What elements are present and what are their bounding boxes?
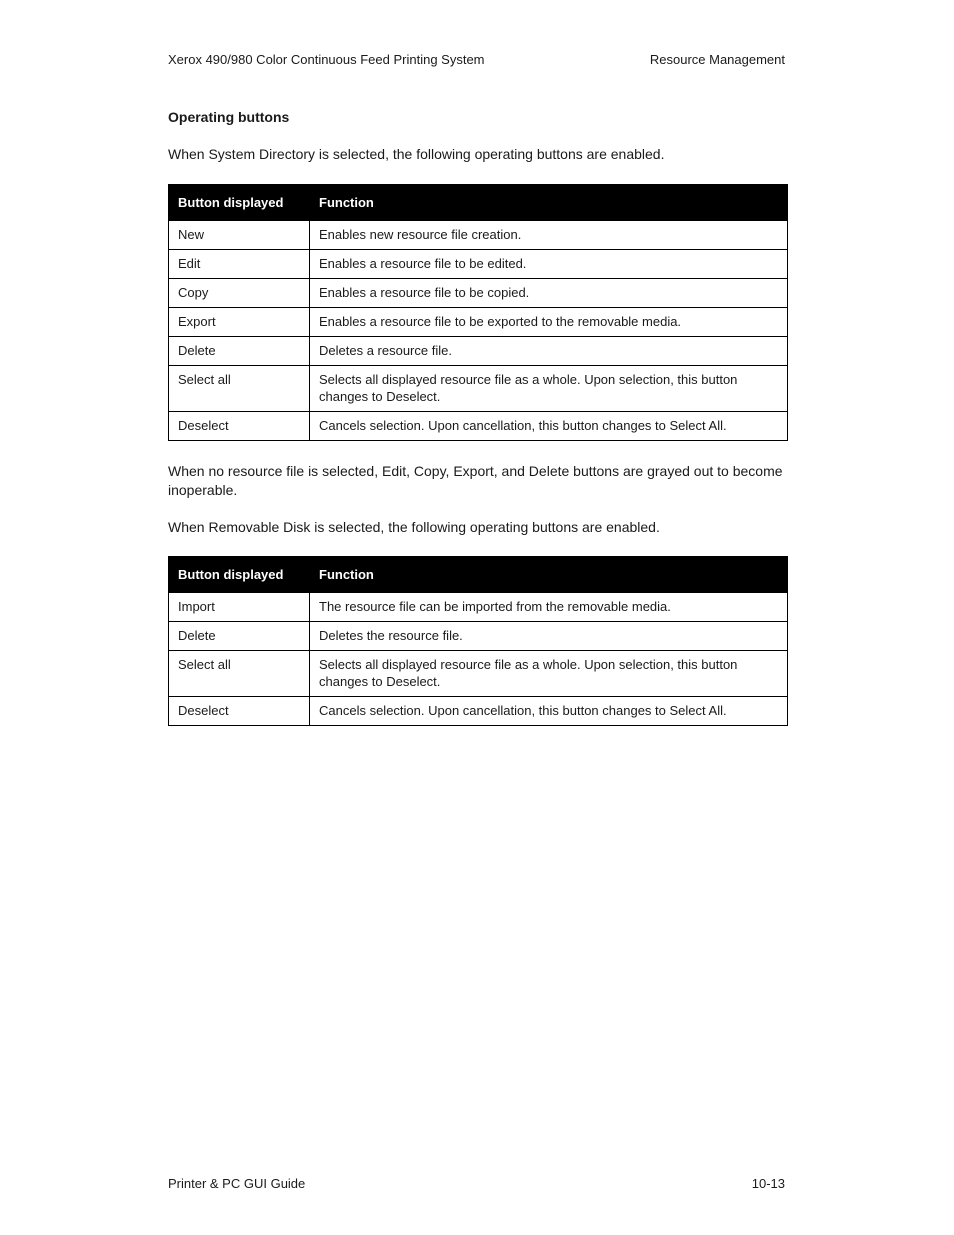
button-name-cell: Deselect — [169, 697, 310, 726]
system-directory-buttons-table — [168, 184, 788, 441]
removable-disk-buttons-table — [168, 556, 788, 726]
table-header-row — [169, 185, 788, 221]
function-cell: Cancels selection. Upon cancellation, this button changes to Select All. — [310, 412, 788, 441]
function-cell: Enables a resource file to be copied. — [310, 279, 788, 308]
intro-system-directory: When System Directory is selected, the following operating buttons are enabled. — [168, 146, 665, 162]
table-row — [169, 593, 788, 622]
function-cell: Enables a resource file to be exported to the removable media. — [310, 308, 788, 337]
column-header-button: Button displayed — [169, 557, 310, 593]
function-cell: Deletes a resource file. — [310, 337, 788, 366]
table-row — [169, 221, 788, 250]
function-cell: Enables a resource file to be edited. — [310, 250, 788, 279]
button-name-cell: Copy — [169, 279, 310, 308]
function-cell: Enables new resource file creation. — [310, 221, 788, 250]
table-row — [169, 337, 788, 366]
table-row — [169, 366, 788, 412]
button-name-cell: Select all — [169, 651, 310, 697]
function-cell: Selects all displayed resource file as a whole. Upon selection, this button changes to Deselect. — [310, 651, 788, 697]
column-header-function: Function — [310, 185, 788, 221]
running-header-chapter: Resource Management — [649, 52, 785, 67]
column-header-function: Function — [310, 557, 788, 593]
section-heading: Operating buttons — [168, 109, 290, 125]
table-row — [169, 622, 788, 651]
function-cell: Deletes the resource file. — [310, 622, 788, 651]
intro-removable-disk: When Removable Disk is selected, the following operating buttons are enabled. — [168, 519, 660, 535]
table-row — [169, 697, 788, 726]
function-cell: The resource file can be imported from the removable media. — [310, 593, 788, 622]
button-name-cell: Select all — [169, 366, 310, 412]
function-cell: Selects all displayed resource file as a whole. Upon selection, this button changes to Deselect. — [310, 366, 788, 412]
button-name-cell: Deselect — [169, 412, 310, 441]
button-name-cell: Delete — [169, 622, 310, 651]
table-row — [169, 250, 788, 279]
function-cell: Cancels selection. Upon cancellation, this button changes to Select All. — [310, 697, 788, 726]
table-header-row — [169, 557, 788, 593]
page-number: 10-13 — [751, 1176, 785, 1191]
button-name-cell: New — [169, 221, 310, 250]
button-name-cell: Export — [169, 308, 310, 337]
column-header-button: Button displayed — [169, 185, 310, 221]
table-row — [169, 279, 788, 308]
running-footer-guide-name: Printer & PC GUI Guide — [168, 1176, 306, 1191]
table-row — [169, 308, 788, 337]
table-row — [169, 412, 788, 441]
button-name-cell: Edit — [169, 250, 310, 279]
button-name-cell: Delete — [169, 337, 310, 366]
button-name-cell: Import — [169, 593, 310, 622]
grayed-out-note: When no resource file is selected, Edit, Copy, Export, and Delete buttons are grayed out to become inoperable. — [168, 463, 783, 498]
table-row — [169, 651, 788, 697]
running-header-title: Xerox 490/980 Color Continuous Feed Printing System — [168, 52, 485, 67]
